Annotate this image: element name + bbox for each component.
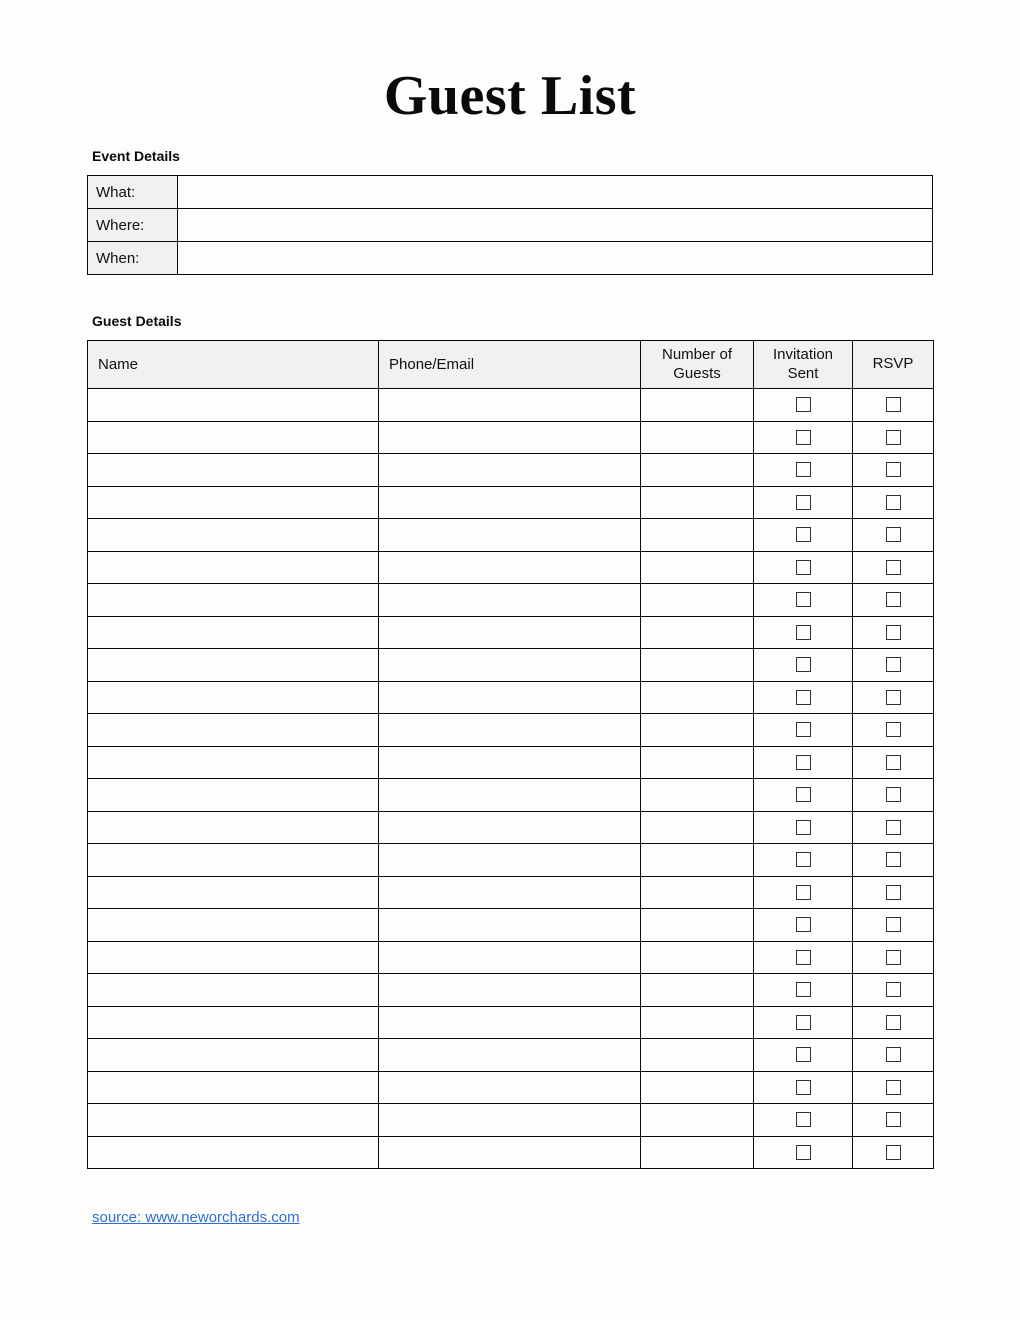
guest-rsvp-cell[interactable]: [853, 389, 934, 422]
rsvp-checkbox[interactable]: [886, 982, 901, 997]
rsvp-checkbox[interactable]: [886, 495, 901, 510]
guest-rsvp-cell[interactable]: [853, 941, 934, 974]
rsvp-checkbox[interactable]: [886, 592, 901, 607]
guest-invitation-cell[interactable]: [754, 811, 853, 844]
guest-rsvp-cell[interactable]: [853, 1039, 934, 1072]
guest-rsvp-cell[interactable]: [853, 681, 934, 714]
guest-invitation-cell[interactable]: [754, 454, 853, 487]
guest-contact-cell[interactable]: [379, 876, 641, 909]
source-link[interactable]: source: www.neworchards.com: [92, 1209, 300, 1226]
rsvp-checkbox[interactable]: [886, 885, 901, 900]
table-row: [88, 1071, 934, 1104]
guest-contact-cell[interactable]: [379, 974, 641, 1007]
invitation-sent-checkbox[interactable]: [796, 462, 811, 477]
guest-name-cell[interactable]: [88, 486, 379, 519]
guest-rsvp-cell[interactable]: [853, 584, 934, 617]
guest-name-cell[interactable]: [88, 779, 379, 812]
guest-invitation-cell[interactable]: [754, 714, 853, 747]
rsvp-checkbox[interactable]: [886, 950, 901, 965]
table-row: [88, 746, 934, 779]
invitation-sent-checkbox[interactable]: [796, 885, 811, 900]
guest-contact-cell[interactable]: [379, 1039, 641, 1072]
guest-guests-cell[interactable]: [641, 421, 754, 454]
invitation-sent-checkbox[interactable]: [796, 755, 811, 770]
table-row: [88, 1006, 934, 1039]
guest-invitation-cell[interactable]: [754, 1136, 853, 1169]
guest-contact-cell[interactable]: [379, 844, 641, 877]
guest-contact-cell[interactable]: [379, 681, 641, 714]
table-row: [88, 389, 934, 422]
table-row: [88, 421, 934, 454]
invitation-sent-checkbox[interactable]: [796, 690, 811, 705]
guest-invitation-cell[interactable]: [754, 909, 853, 942]
guest-rsvp-cell[interactable]: [853, 486, 934, 519]
guest-guests-cell[interactable]: [641, 974, 754, 1007]
table-row: [88, 876, 934, 909]
rsvp-checkbox[interactable]: [886, 722, 901, 737]
guest-invitation-cell[interactable]: [754, 844, 853, 877]
event-details-heading: Event Details: [92, 148, 180, 164]
guest-guests-cell[interactable]: [641, 584, 754, 617]
guest-contact-cell[interactable]: [379, 519, 641, 552]
guest-name-cell[interactable]: [88, 454, 379, 487]
guest-invitation-cell[interactable]: [754, 681, 853, 714]
guest-guests-cell[interactable]: [641, 714, 754, 747]
invitation-sent-checkbox[interactable]: [796, 722, 811, 737]
invitation-sent-checkbox[interactable]: [796, 592, 811, 607]
guest-name-cell[interactable]: [88, 389, 379, 422]
guest-rsvp-cell[interactable]: [853, 876, 934, 909]
event-detail-value-field[interactable]: [178, 209, 933, 242]
rsvp-checkbox[interactable]: [886, 462, 901, 477]
table-row: [88, 649, 934, 682]
invitation-sent-checkbox[interactable]: [796, 430, 811, 445]
event-details-body: [88, 176, 933, 275]
guest-guests-cell[interactable]: [641, 1136, 754, 1169]
column-header-number-of-guests: Number of Guests: [641, 341, 754, 389]
guest-guests-cell[interactable]: [641, 876, 754, 909]
table-row: [88, 616, 934, 649]
invitation-sent-checkbox[interactable]: [796, 787, 811, 802]
table-row: [88, 909, 934, 942]
rsvp-checkbox[interactable]: [886, 852, 901, 867]
guest-invitation-cell[interactable]: [754, 1006, 853, 1039]
guest-contact-cell[interactable]: [379, 811, 641, 844]
event-detail-label: What:: [88, 176, 178, 209]
guest-name-cell[interactable]: [88, 941, 379, 974]
invitation-sent-checkbox[interactable]: [796, 1112, 811, 1127]
table-row: [88, 844, 934, 877]
table-row: [88, 584, 934, 617]
rsvp-checkbox[interactable]: [886, 917, 901, 932]
column-header-contact: Phone/Email: [379, 341, 641, 389]
event-detail-row: [88, 209, 933, 242]
page-title: Guest List: [383, 65, 637, 127]
event-detail-row: [88, 242, 933, 275]
guest-name-cell[interactable]: [88, 519, 379, 552]
invitation-sent-checkbox[interactable]: [796, 625, 811, 640]
guest-rsvp-cell[interactable]: [853, 1006, 934, 1039]
rsvp-checkbox[interactable]: [886, 820, 901, 835]
guest-invitation-cell[interactable]: [754, 1104, 853, 1137]
table-row: [88, 779, 934, 812]
invitation-sent-checkbox[interactable]: [796, 527, 811, 542]
invitation-sent-checkbox[interactable]: [796, 820, 811, 835]
rsvp-checkbox[interactable]: [886, 1015, 901, 1030]
guest-rsvp-cell[interactable]: [853, 714, 934, 747]
guest-invitation-cell[interactable]: [754, 584, 853, 617]
table-row: [88, 1136, 934, 1169]
guest-contact-cell[interactable]: [379, 649, 641, 682]
table-row: [88, 486, 934, 519]
guest-name-cell[interactable]: [88, 649, 379, 682]
guest-name-cell[interactable]: [88, 1006, 379, 1039]
guest-guests-cell[interactable]: [641, 1071, 754, 1104]
guest-rsvp-cell[interactable]: [853, 844, 934, 877]
table-row: [88, 714, 934, 747]
table-row: [88, 551, 934, 584]
guest-guests-cell[interactable]: [641, 649, 754, 682]
guest-contact-cell[interactable]: [379, 1136, 641, 1169]
guest-name-cell[interactable]: [88, 714, 379, 747]
invitation-sent-checkbox[interactable]: [796, 1080, 811, 1095]
rsvp-checkbox[interactable]: [886, 787, 901, 802]
rsvp-checkbox[interactable]: [886, 527, 901, 542]
guest-guests-cell[interactable]: [641, 486, 754, 519]
guest-guests-cell[interactable]: [641, 681, 754, 714]
table-row: [88, 1104, 934, 1137]
guest-name-cell[interactable]: [88, 584, 379, 617]
table-row: [88, 681, 934, 714]
rsvp-checkbox[interactable]: [886, 1047, 901, 1062]
guest-contact-cell[interactable]: [379, 389, 641, 422]
guest-invitation-cell[interactable]: [754, 389, 853, 422]
guest-guests-cell[interactable]: [641, 389, 754, 422]
guest-name-cell[interactable]: [88, 681, 379, 714]
guest-rsvp-cell[interactable]: [853, 421, 934, 454]
event-detail-value-field[interactable]: [178, 176, 933, 209]
guest-rsvp-cell[interactable]: [853, 811, 934, 844]
guest-rsvp-cell[interactable]: [853, 454, 934, 487]
rsvp-checkbox[interactable]: [886, 1145, 901, 1160]
guest-invitation-cell[interactable]: [754, 1039, 853, 1072]
guest-invitation-cell[interactable]: [754, 779, 853, 812]
invitation-sent-checkbox[interactable]: [796, 495, 811, 510]
guest-name-cell[interactable]: [88, 1136, 379, 1169]
guest-contact-cell[interactable]: [379, 551, 641, 584]
invitation-sent-checkbox[interactable]: [796, 657, 811, 672]
guest-guests-cell[interactable]: [641, 746, 754, 779]
event-detail-row: [88, 176, 933, 209]
guest-invitation-cell[interactable]: [754, 974, 853, 1007]
table-row: [88, 519, 934, 552]
guest-contact-cell[interactable]: [379, 1071, 641, 1104]
invitation-sent-checkbox[interactable]: [796, 1047, 811, 1062]
rsvp-checkbox[interactable]: [886, 755, 901, 770]
rsvp-checkbox[interactable]: [886, 430, 901, 445]
column-header-invitation-sent: Invitation Sent: [754, 341, 853, 389]
guest-guests-cell[interactable]: [641, 941, 754, 974]
guest-rsvp-cell[interactable]: [853, 616, 934, 649]
table-row: [88, 454, 934, 487]
guest-rsvp-cell[interactable]: [853, 909, 934, 942]
guest-table-body: [88, 389, 934, 1169]
guest-name-cell[interactable]: [88, 1104, 379, 1137]
column-header-rsvp: RSVP: [853, 341, 934, 389]
rsvp-checkbox[interactable]: [886, 1112, 901, 1127]
table-row: [88, 811, 934, 844]
event-detail-label: When:: [88, 242, 178, 275]
guest-details-table: [87, 340, 934, 1169]
invitation-sent-checkbox[interactable]: [796, 1015, 811, 1030]
guest-invitation-cell[interactable]: [754, 486, 853, 519]
guest-contact-cell[interactable]: [379, 454, 641, 487]
guest-guests-cell[interactable]: [641, 454, 754, 487]
guest-guests-cell[interactable]: [641, 811, 754, 844]
guest-contact-cell[interactable]: [379, 584, 641, 617]
guest-guests-cell[interactable]: [641, 844, 754, 877]
guest-name-cell[interactable]: [88, 1071, 379, 1104]
guest-rsvp-cell[interactable]: [853, 649, 934, 682]
rsvp-checkbox[interactable]: [886, 625, 901, 640]
rsvp-checkbox[interactable]: [886, 560, 901, 575]
guest-guests-cell[interactable]: [641, 519, 754, 552]
guest-invitation-cell[interactable]: [754, 551, 853, 584]
guest-name-cell[interactable]: [88, 844, 379, 877]
guest-rsvp-cell[interactable]: [853, 1071, 934, 1104]
guest-contact-cell[interactable]: [379, 486, 641, 519]
guest-invitation-cell[interactable]: [754, 649, 853, 682]
guest-rsvp-cell[interactable]: [853, 519, 934, 552]
guest-name-cell[interactable]: [88, 811, 379, 844]
invitation-sent-checkbox[interactable]: [796, 982, 811, 997]
guest-contact-cell[interactable]: [379, 421, 641, 454]
guest-guests-cell[interactable]: [641, 616, 754, 649]
table-row: [88, 1039, 934, 1072]
guest-name-cell[interactable]: [88, 551, 379, 584]
guest-contact-cell[interactable]: [379, 1006, 641, 1039]
guest-name-cell[interactable]: [88, 616, 379, 649]
rsvp-checkbox[interactable]: [886, 397, 901, 412]
guest-guests-cell[interactable]: [641, 779, 754, 812]
guest-rsvp-cell[interactable]: [853, 551, 934, 584]
guest-guests-cell[interactable]: [641, 551, 754, 584]
guest-contact-cell[interactable]: [379, 746, 641, 779]
invitation-sent-checkbox[interactable]: [796, 917, 811, 932]
guest-table-header-row: [88, 341, 934, 389]
event-detail-label: Where:: [88, 209, 178, 242]
guest-rsvp-cell[interactable]: [853, 746, 934, 779]
guest-contact-cell[interactable]: [379, 1104, 641, 1137]
guest-name-cell[interactable]: [88, 876, 379, 909]
guest-rsvp-cell[interactable]: [853, 974, 934, 1007]
guest-invitation-cell[interactable]: [754, 616, 853, 649]
guest-contact-cell[interactable]: [379, 909, 641, 942]
guest-guests-cell[interactable]: [641, 1104, 754, 1137]
guest-table-header: [88, 341, 934, 389]
guest-rsvp-cell[interactable]: [853, 1104, 934, 1137]
rsvp-checkbox[interactable]: [886, 657, 901, 672]
guest-guests-cell[interactable]: [641, 1039, 754, 1072]
guest-invitation-cell[interactable]: [754, 519, 853, 552]
guest-contact-cell[interactable]: [379, 714, 641, 747]
guest-contact-cell[interactable]: [379, 616, 641, 649]
guest-name-cell[interactable]: [88, 746, 379, 779]
guest-contact-cell[interactable]: [379, 941, 641, 974]
guest-details-heading: Guest Details: [92, 313, 182, 329]
guest-invitation-cell[interactable]: [754, 746, 853, 779]
guest-name-cell[interactable]: [88, 421, 379, 454]
rsvp-checkbox[interactable]: [886, 690, 901, 705]
guest-invitation-cell[interactable]: [754, 876, 853, 909]
invitation-sent-checkbox[interactable]: [796, 852, 811, 867]
invitation-sent-checkbox[interactable]: [796, 560, 811, 575]
event-detail-value-field[interactable]: [178, 242, 933, 275]
rsvp-checkbox[interactable]: [886, 1080, 901, 1095]
guest-invitation-cell[interactable]: [754, 941, 853, 974]
invitation-sent-checkbox[interactable]: [796, 397, 811, 412]
invitation-sent-checkbox[interactable]: [796, 1145, 811, 1160]
table-row: [88, 941, 934, 974]
guest-name-cell[interactable]: [88, 1039, 379, 1072]
guest-name-cell[interactable]: [88, 909, 379, 942]
guest-contact-cell[interactable]: [379, 779, 641, 812]
guest-rsvp-cell[interactable]: [853, 1136, 934, 1169]
guest-invitation-cell[interactable]: [754, 1071, 853, 1104]
table-row: [88, 974, 934, 1007]
guest-invitation-cell[interactable]: [754, 421, 853, 454]
guest-guests-cell[interactable]: [641, 909, 754, 942]
guest-guests-cell[interactable]: [641, 1006, 754, 1039]
invitation-sent-checkbox[interactable]: [796, 950, 811, 965]
guest-rsvp-cell[interactable]: [853, 779, 934, 812]
event-details-table: [87, 175, 933, 275]
column-header-name: Name: [88, 341, 379, 389]
guest-name-cell[interactable]: [88, 974, 379, 1007]
